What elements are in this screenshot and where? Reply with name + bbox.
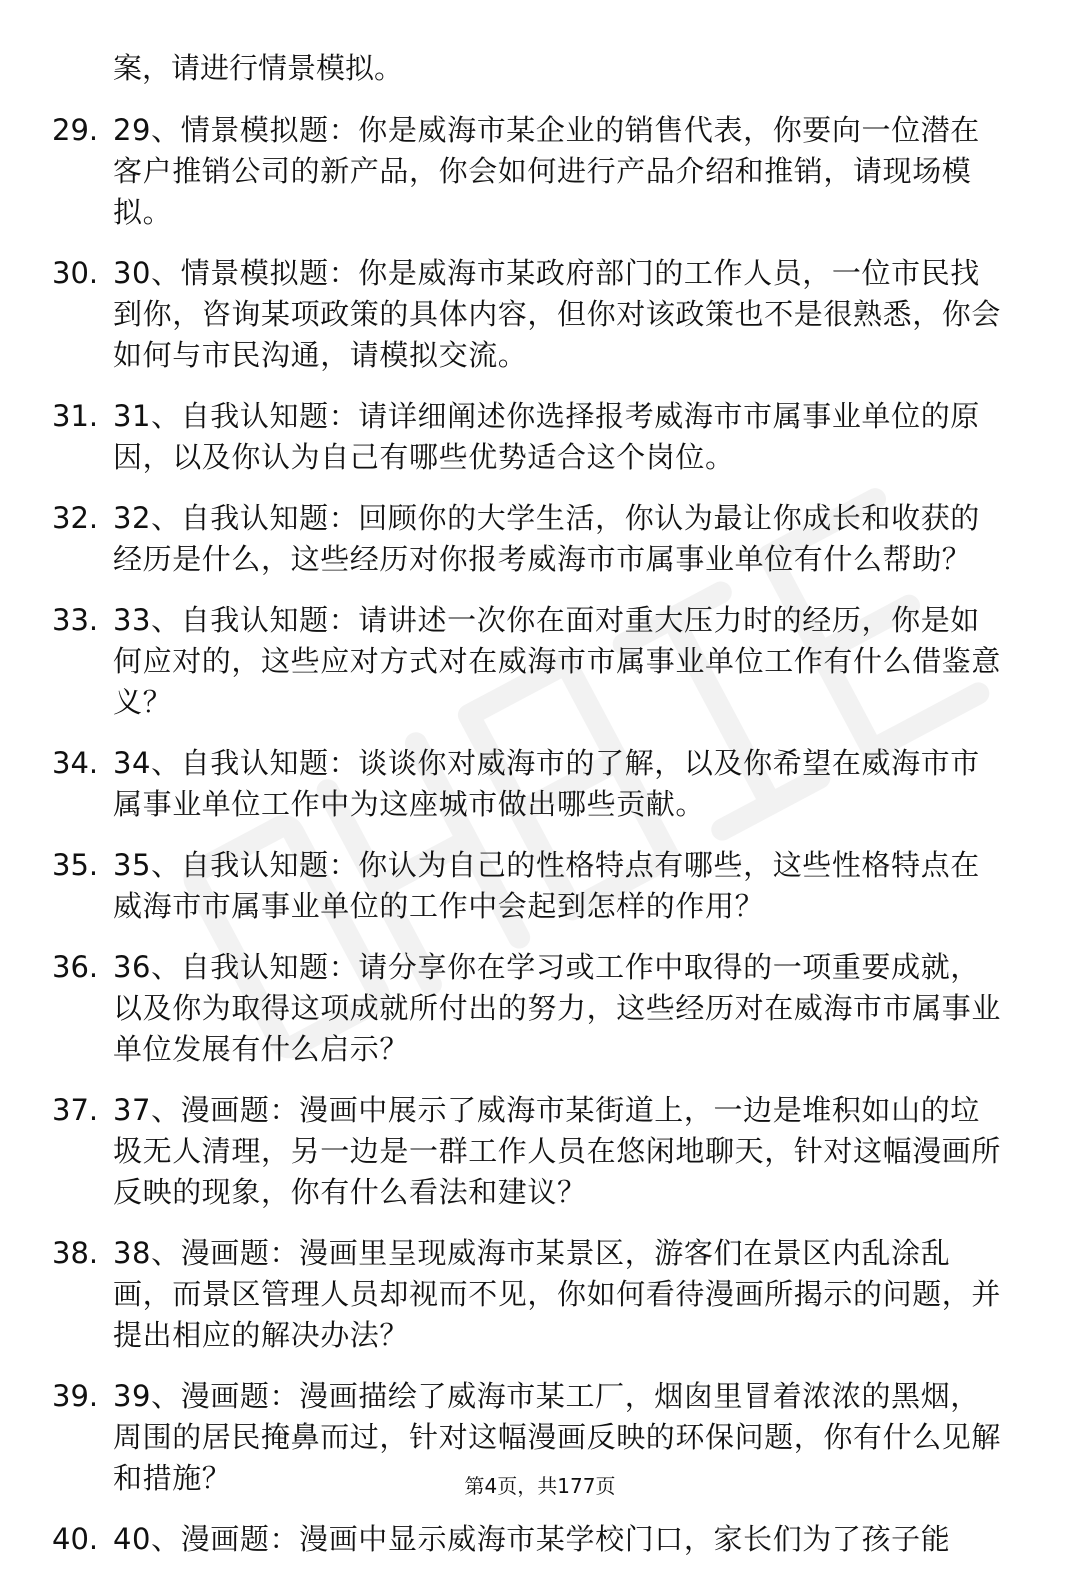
list-item bbox=[0, 743, 1080, 825]
item-text: 36、自我认知题：请分享你在学习或工作中取得的一项重要成就，以及你为取得这项成就所付出的努力，这些经历对在威海市市属事业单位发展有什么启示？ bbox=[113, 950, 1002, 1066]
item-text: 38、漫画题：漫画里呈现威海市某景区，游客们在景区内乱涂乱画，而景区管理人员却视而不见，你如何看待漫画所揭示的问题，并提出相应的解决办法？ bbox=[113, 1236, 1002, 1352]
item-text: 40、漫画题：漫画中显示威海市某学校门口，家长们为了孩子能 bbox=[113, 1522, 951, 1556]
item-text: 39、漫画题：漫画描绘了威海市某工厂，烟囱里冒着浓浓的黑烟，周围的居民掩鼻而过，针对这幅漫画反映的环保问题，你有什么见解和措施？ bbox=[113, 1379, 1002, 1495]
list-item bbox=[0, 396, 1080, 478]
list-item bbox=[0, 110, 1080, 233]
item-number: 32. bbox=[52, 501, 99, 535]
list-item bbox=[0, 253, 1080, 376]
question-list bbox=[0, 110, 1080, 1580]
item-number: 40. bbox=[52, 1522, 99, 1556]
item-number: 39. bbox=[52, 1379, 99, 1413]
item-text: 29、情景模拟题：你是威海市某企业的销售代表，你要向一位潜在客户推销公司的新产品，你会如何进行产品介绍和推销，请现场模拟。 bbox=[113, 113, 980, 229]
item-number: 38. bbox=[52, 1236, 99, 1270]
item-number: 30. bbox=[52, 256, 99, 290]
item-text: 37、漫画题：漫画中展示了威海市某街道上，一边是堆积如山的垃圾无人清理，另一边是一群工作人员在悠闲地聊天，针对这幅漫画所反映的现象，你有什么看法和建议？ bbox=[113, 1093, 1002, 1209]
item-number: 34. bbox=[52, 746, 99, 780]
item-number: 31. bbox=[52, 399, 99, 433]
item-text: 30、情景模拟题：你是威海市某政府部门的工作人员，一位市民找到你，咨询某项政策的具体内容，但你对该政策也不是很熟悉，你会如何与市民沟通，请模拟交流。 bbox=[113, 256, 1002, 372]
list-item bbox=[0, 845, 1080, 927]
item-number: 36. bbox=[52, 950, 99, 984]
item-text: 32、自我认知题：回顾你的大学生活，你认为最让你成长和收获的经历是什么，这些经历对你报考威海市市属事业单位有什么帮助？ bbox=[113, 501, 980, 576]
item-text: 33、自我认知题：请讲述一次你在面对重大压力时的经历，你是如何应对的，这些应对方式对在威海市市属事业单位工作有什么借鉴意义？ bbox=[113, 603, 1002, 719]
page-footer: 第4页，共177页 bbox=[464, 1474, 616, 1498]
list-item bbox=[0, 1090, 1080, 1213]
item-number: 37. bbox=[52, 1093, 99, 1127]
item-text: 34、自我认知题：谈谈你对威海市的了解，以及你希望在威海市市属事业单位工作中为这座城市做出哪些贡献。 bbox=[113, 746, 980, 821]
list-item bbox=[0, 1233, 1080, 1356]
item-number: 35. bbox=[52, 848, 99, 882]
list-item bbox=[0, 1519, 1080, 1560]
item-number: 33. bbox=[52, 603, 99, 637]
item-text: 35、自我认知题：你认为自己的性格特点有哪些，这些性格特点在威海市市属事业单位的工作中会起到怎样的作用？ bbox=[113, 848, 980, 923]
continuation-text: 案，请进行情景模拟。 bbox=[113, 51, 404, 85]
item-text: 31、自我认知题：请详细阐述你选择报考威海市市属事业单位的原因，以及你认为自己有哪些优势适合这个岗位。 bbox=[113, 399, 980, 474]
list-item bbox=[0, 947, 1080, 1070]
list-item bbox=[0, 498, 1080, 580]
item-number: 29. bbox=[52, 113, 99, 147]
list-item bbox=[0, 600, 1080, 723]
